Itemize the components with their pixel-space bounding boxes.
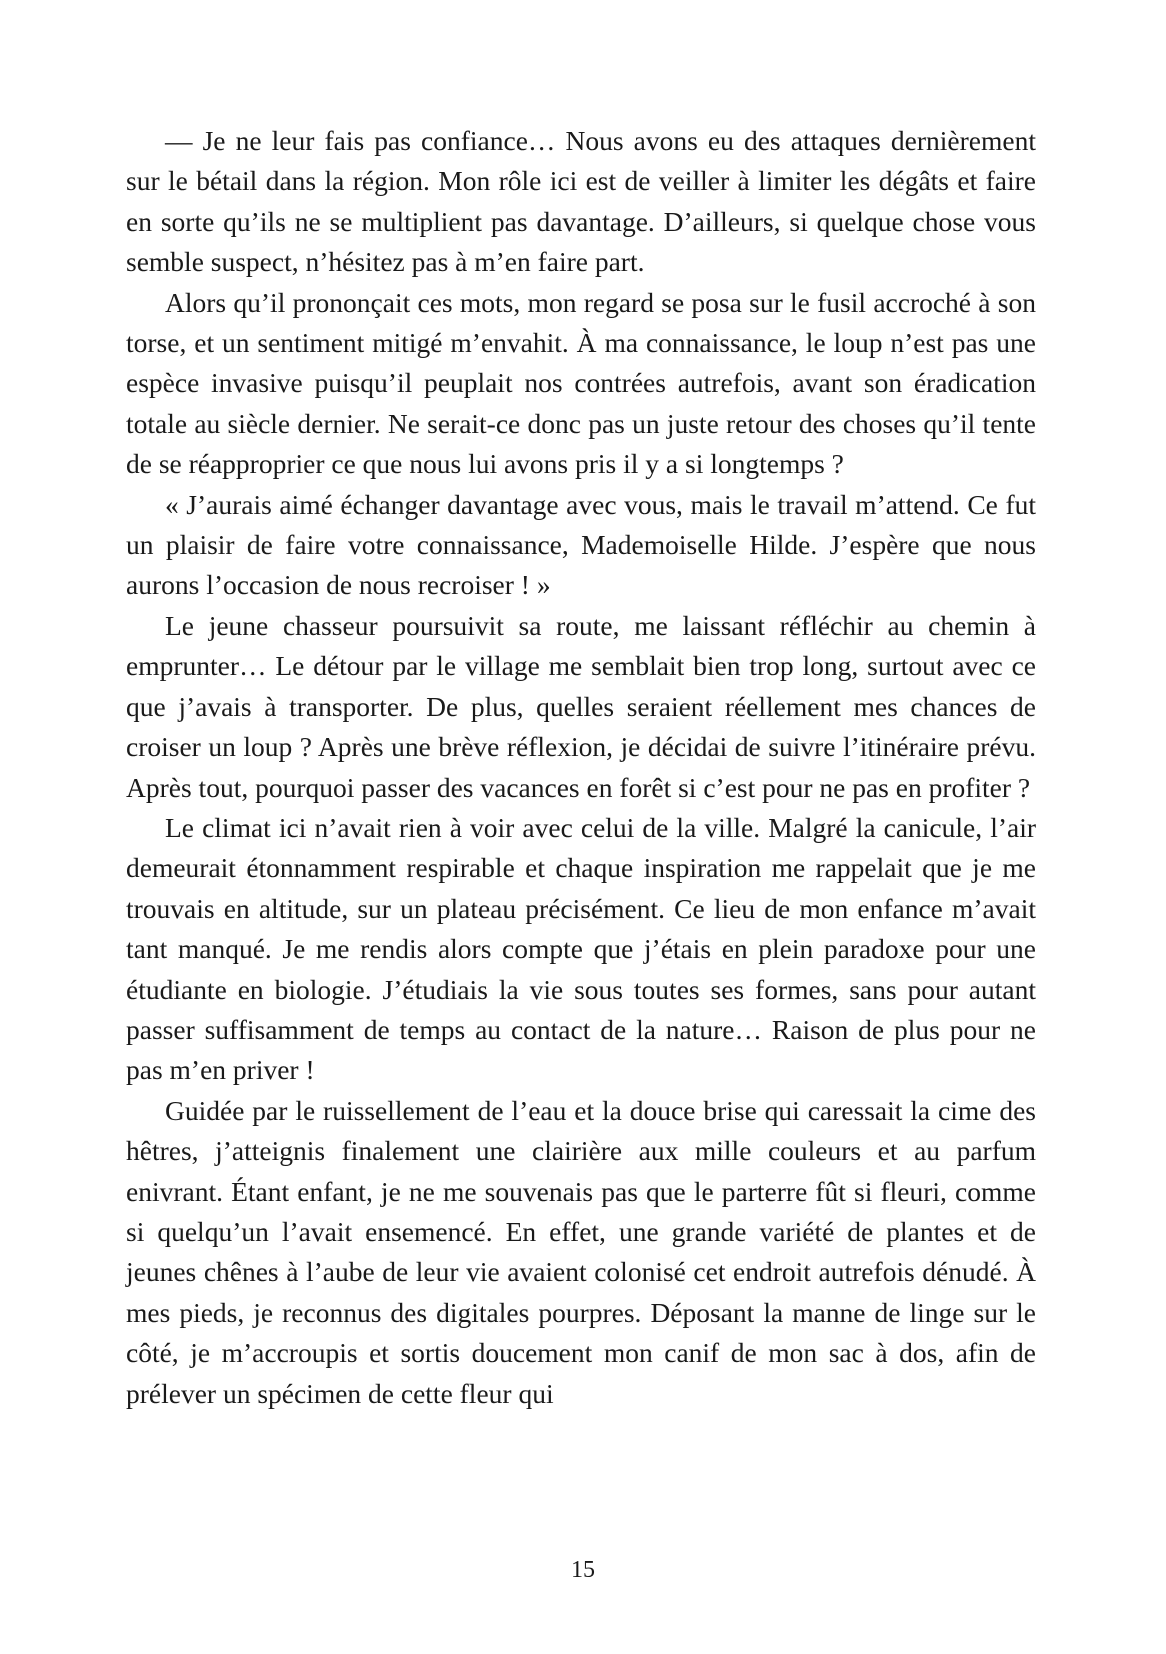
paragraph-6: Guidée par le ruissellement de l’eau et la douce brise qui caressait la cime des hêtres, j’atteignis finalement une clairière aux mille couleurs et au parfum enivrant. Étant enfant, je ne me souvenais pas que le parterre fût si fleuri, comme si quelqu’un l’avait ensemencé. En effet, une grande variété de plantes et de jeunes chênes à l’aube de leur vie avaient colonisé cet endroit autrefois dénudé. À mes pieds, je reconnus des digitales pourpres. Déposant la manne de linge sur le côté, je m’accroupis et sortis doucement mon canif de mon sac à dos, afin de prélever un spécimen de cette fleur qui	[126, 1094, 1036, 1409]
body-text	[126, 121, 1036, 1414]
paragraph-5: Le climat ici n’avait rien à voir avec celui de la ville. Malgré la canicule, l’air demeurait étonnamment respirable et chaque inspiration me rappelait que je me trouvais en altitude, sur un plateau précisément. Ce lieu de mon enfance m’avait tant manqué. Je me rendis alors compte que j’étais en plein paradoxe pour une étudiante en biologie. J’étudiais la vie sous toutes ses formes, sans pour autant passer suffisamment de temps au contact de la nature… Raison de plus pour ne pas m’en priver !	[126, 811, 1036, 1086]
page-number: 15	[571, 1557, 595, 1583]
paragraph-2: Alors qu’il prononçait ces mots, mon regard se posa sur le fusil accroché à son torse, et un sentiment mitigé m’envahit. À ma connaissance, le loup n’est pas une espèce invasive puisqu’il peuplait nos contrées autrefois, avant son éradication totale au siècle dernier. Ne serait-ce donc pas un juste retour des choses qu’il tente de se réapproprier ce que nous lui avons pris il y a si longtemps ?	[126, 286, 1036, 480]
paragraph-1: — Je ne leur fais pas confiance… Nous avons eu des attaques dernièrement sur le bétail dans la région. Mon rôle ici est de veiller à limiter les dégâts et faire en sorte qu’ils ne se multiplient pas davantage. D’ailleurs, si quelque chose vous semble suspect, n’hésitez pas à m’en faire part.	[126, 125, 1036, 278]
paragraph-3: « J’aurais aimé échanger davantage avec vous, mais le travail m’attend. Ce fut un plaisir de faire votre connaissance, Mademoiselle Hilde. J’espère que nous aurons l’occasion de nous recroiser ! »	[126, 488, 1036, 601]
paragraph-4: Le jeune chasseur poursuivit sa route, me laissant réfléchir au chemin à emprunter… Le détour par le village me semblait bien trop long, surtout avec ce que j’avais à transporter. De plus, quelles seraient réellement mes chances de croiser un loup ? Après une brève réflexion, je décidai de suivre l’itinéraire prévu. Après tout, pourquoi passer des vacances en forêt si c’est pour ne pas en profiter ?	[126, 609, 1036, 803]
